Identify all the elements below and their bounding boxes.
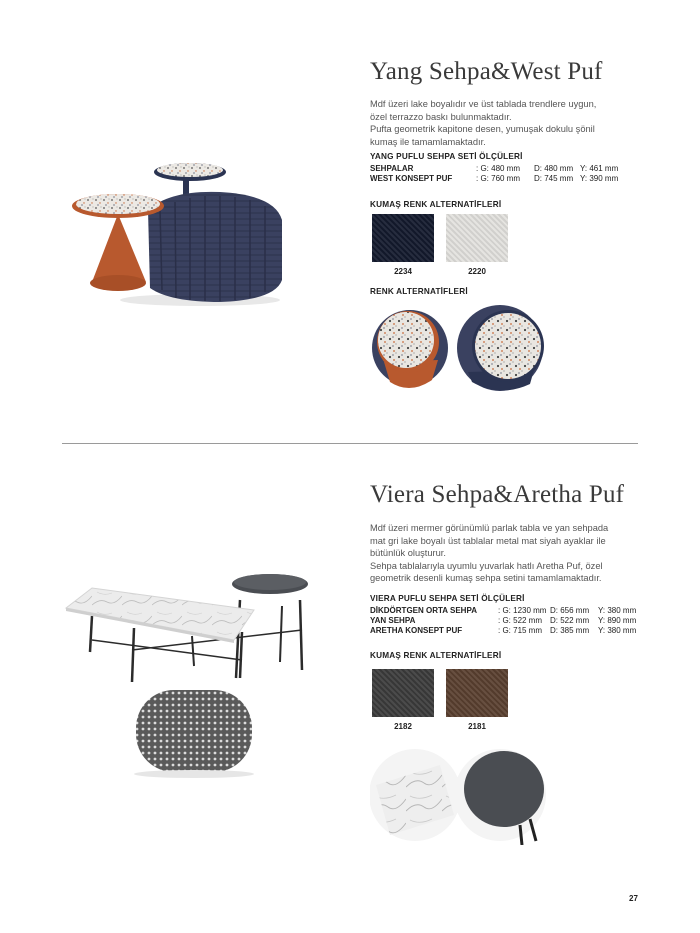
section1-fabric-heading: KUMAŞ RENK ALTERNATİFLERİ <box>370 200 502 209</box>
dims-row-width: : G: 1230 mm <box>498 606 547 615</box>
section1-dims-heading: YANG PUFLU SEHPA SETİ ÖLÇÜLERİ <box>370 152 523 161</box>
yang-west-product-image <box>70 150 290 310</box>
section2-desc-line: bütünlük oluşturur. <box>370 548 446 559</box>
material-detail-image <box>370 745 550 845</box>
dims-row-height: Y: 380 mm <box>598 606 637 615</box>
section1-desc-line: Pufta geometrik kapitone desen, yumuşak dokulu şönil <box>370 124 595 135</box>
fabric-code-2181: 2181 <box>468 722 486 731</box>
viera-aretha-product-image <box>62 570 322 780</box>
fabric-code-2220: 2220 <box>468 267 486 276</box>
dims-row-depth: D: 745 mm <box>534 174 574 183</box>
dims-row-width: : G: 522 mm <box>498 616 543 625</box>
fabric-swatch-2234 <box>372 214 434 262</box>
dims-row <box>370 606 636 616</box>
section2-desc-line: geometrik desenli kumaş sehpa setini tamamlamaktadır. <box>370 573 602 584</box>
color-alternatives-image <box>370 300 550 400</box>
dims-row-label: SEHPALAR <box>370 164 414 173</box>
dims-row-depth: D: 385 mm <box>550 626 590 635</box>
section1-title: Yang Sehpa&West Puf <box>370 58 603 85</box>
dims-row-label: YAN SEHPA <box>370 616 416 625</box>
section1-dims-table <box>370 164 618 184</box>
dims-row-label: WEST KONSEPT PUF <box>370 174 453 183</box>
dims-row-width: : G: 480 mm <box>476 164 521 173</box>
page-number: 27 <box>629 894 638 903</box>
fabric-code-2182: 2182 <box>394 722 412 731</box>
section1-description <box>370 99 630 149</box>
fabric-swatch-2182 <box>372 669 434 717</box>
dims-row-height: Y: 380 mm <box>598 626 637 635</box>
dims-row-width: : G: 715 mm <box>498 626 543 635</box>
dims-row-label: ARETHA KONSEPT PUF <box>370 626 463 635</box>
dims-row <box>370 616 636 626</box>
section2-dims-table <box>370 606 636 636</box>
section2-dims-heading: VIERA PUFLU SEHPA SETİ ÖLÇÜLERİ <box>370 594 525 603</box>
dims-row <box>370 174 618 184</box>
dims-row-height: Y: 461 mm <box>580 164 619 173</box>
dims-row <box>370 164 618 174</box>
section2-title: Viera Sehpa&Aretha Puf <box>370 481 625 508</box>
section2-desc-line: Mdf üzeri mermer görünümlü parlak tabla ve yan sehpada <box>370 523 609 533</box>
section1-color-heading: RENK ALTERNATİFLERİ <box>370 287 468 296</box>
dims-row-width: : G: 760 mm <box>476 174 521 183</box>
dims-row <box>370 626 636 636</box>
section2-desc-line: mat gri lake boyalı üst tablalar metal mat siyah ayaklar ile <box>370 535 606 546</box>
section2-fabric-heading: KUMAŞ RENK ALTERNATİFLERİ <box>370 651 502 660</box>
fabric-swatch-2220 <box>446 214 508 262</box>
dims-row-height: Y: 890 mm <box>598 616 637 625</box>
section2-desc-line: Sehpa tablalarıyla uyumlu yuvarlak hatlı Aretha Puf, özel <box>370 560 603 571</box>
fabric-swatch-2181 <box>446 669 508 717</box>
dims-row-depth: D: 480 mm <box>534 164 574 173</box>
dims-row-height: Y: 390 mm <box>580 174 619 183</box>
section1-desc-line: kumaş ile tamamlamaktadır. <box>370 136 486 147</box>
fabric-code-2234: 2234 <box>394 267 412 276</box>
section2-description <box>370 523 635 586</box>
section-divider <box>62 443 638 444</box>
dims-row-depth: D: 656 mm <box>550 606 590 615</box>
dims-row-label: DİKDÖRTGEN ORTA SEHPA <box>370 606 477 615</box>
section1-desc-line: özel terrazzo baskı bulunmaktadır. <box>370 111 512 122</box>
dims-row-depth: D: 522 mm <box>550 616 590 625</box>
section1-desc-line: Mdf üzeri lake boyalıdır ve üst tablada trendlere uygun, <box>370 99 597 109</box>
